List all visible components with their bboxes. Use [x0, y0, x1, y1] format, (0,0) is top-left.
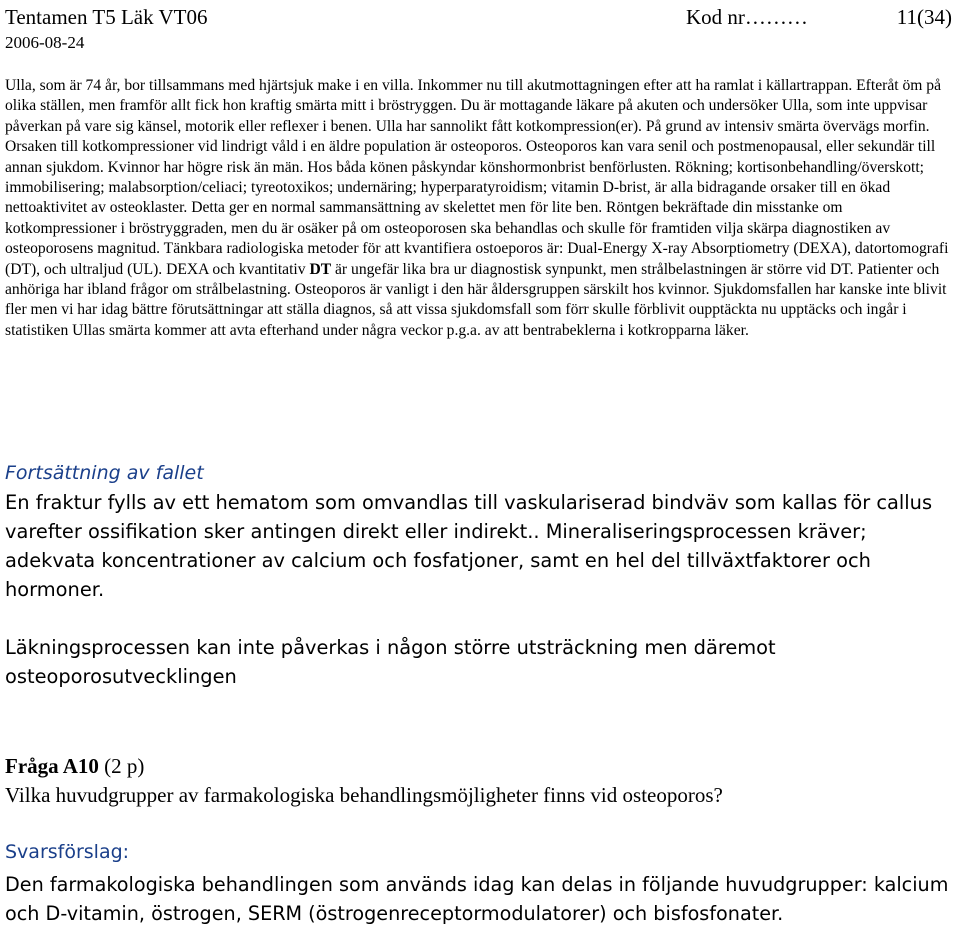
page-number: 11(34)	[896, 5, 952, 29]
continuation-body	[5, 488, 955, 691]
exam-date: 2006-08-24	[5, 33, 85, 52]
case-text-part1: Ulla, som är 74 år, bor tillsammans med hjärtsjuk make i en villa. Inkommer nu till akutmottagningen efter att ha ramlat i källartrappan. Efteråt öm på olika ställen, men framför allt fick hon kraftig smärta mitt i bröstryggen. Du är mottagande läkare på akuten och undersöker Ulla, som inte uppvisar påverkan på vare sig känsel, motorik eller reflexer i benen. Ulla har sannolikt fått kotkompression(er). På grund av intensiv smärta övervägs morfin. Orsaken till kotkompressioner vid lindrigt våld i en äldre population är osteoporos. Osteoporos kan vara senil och postmenopausal, eller sekundär till annan sjukdom. Kvinnor har högre risk än män. Hos båda könen påskyndar könshormonbrist benförlusten. Rökning; kortisonbehandling/överskott; immobilisering; malabsorption/celiaci; tyreotoxikos; undernäring; hyperparatyroidism; vitamin D-brist, är alla bidragande orsaker till en ökad nettoaktivitet av osteoklaster. Detta ger en normal sammansättning av skelettet men för lite ben. Röntgen bekräftade din misstanke om kotkompressioner i bröstryggraden, men du är osäker på om osteoporosen ska behandlas och skulle för framtiden vilja skärpa diagnostiken av osteoporosens magnitud. Tänkbara radiologiska metoder för att kvantifiera ostoeporos är: Dual-Energy X-ray Absorptiometry (DEXA), datortomografi (DT), och ultraljud (UL). DEXA och kvantitativ	[5, 77, 949, 278]
exam-title: Tentamen T5 Läk VT06	[5, 5, 208, 29]
continuation-paragraph-2: Läkningsprocessen kan inte påverkas i någon större utsträckning men däremot osteoporosutvecklingen	[5, 636, 776, 688]
code-number-field: Kod nr………	[686, 5, 808, 29]
answer-heading: Svarsförslag:	[5, 841, 130, 863]
case-text-dt: DT	[309, 260, 332, 278]
answer-text: Den farmakologiska behandlingen som används idag kan delas in följande huvudgrupper: kalcium och D-vitamin, östrogen, SERM (östrogenreceptormodulatorer) och bisfosfonater.	[5, 873, 949, 925]
case-paragraph	[5, 76, 957, 341]
question-text: Vilka huvudgrupper av farmakologiska behandlingsmöjligheter finns vid osteoporos?	[5, 783, 723, 807]
question-title	[5, 752, 955, 781]
continuation-paragraph-1: En fraktur fylls av ett hematom som omvandlas till vaskulariserad bindväv som kallas för callus varefter ossifikation sker antingen direkt eller indirekt.. Mineraliseringsprocessen kräver; adekvata koncentrationer av calcium och fosfatjoner, samt en hel del tillväxtfaktorer och hormoner.	[5, 491, 933, 601]
continuation-heading: Fortsättning av fallet	[5, 462, 204, 484]
question-points: (2 p)	[98, 754, 145, 778]
header-row	[5, 4, 952, 30]
case-description	[5, 76, 957, 341]
question-label: Fråga A10	[5, 754, 99, 778]
question-block	[5, 752, 955, 810]
page-header	[5, 4, 952, 54]
answer-body	[5, 870, 955, 928]
case-text-part2: är ungefär lika bra ur diagnostisk synpunkt, men strålbelastningen är större vid DT. Patienter och anhöriga har ibland frågor om strålbelastning. Osteoporos är vanligt i den här åldersgruppen särskilt hos kvinnor. Sjukdomsfallen har kanske inte blivit fler men vi har idag bättre förutsättningar att ställa diagnos, så att vissa sjukdomsfall som förr skulle förblivit oupptäckta nu upptäcks och ingår i statistiken Ullas smärta kommer att avta efterhand under några veckor p.g.a. av att bentrabeklerna i kotkropparna läker.	[5, 260, 947, 339]
